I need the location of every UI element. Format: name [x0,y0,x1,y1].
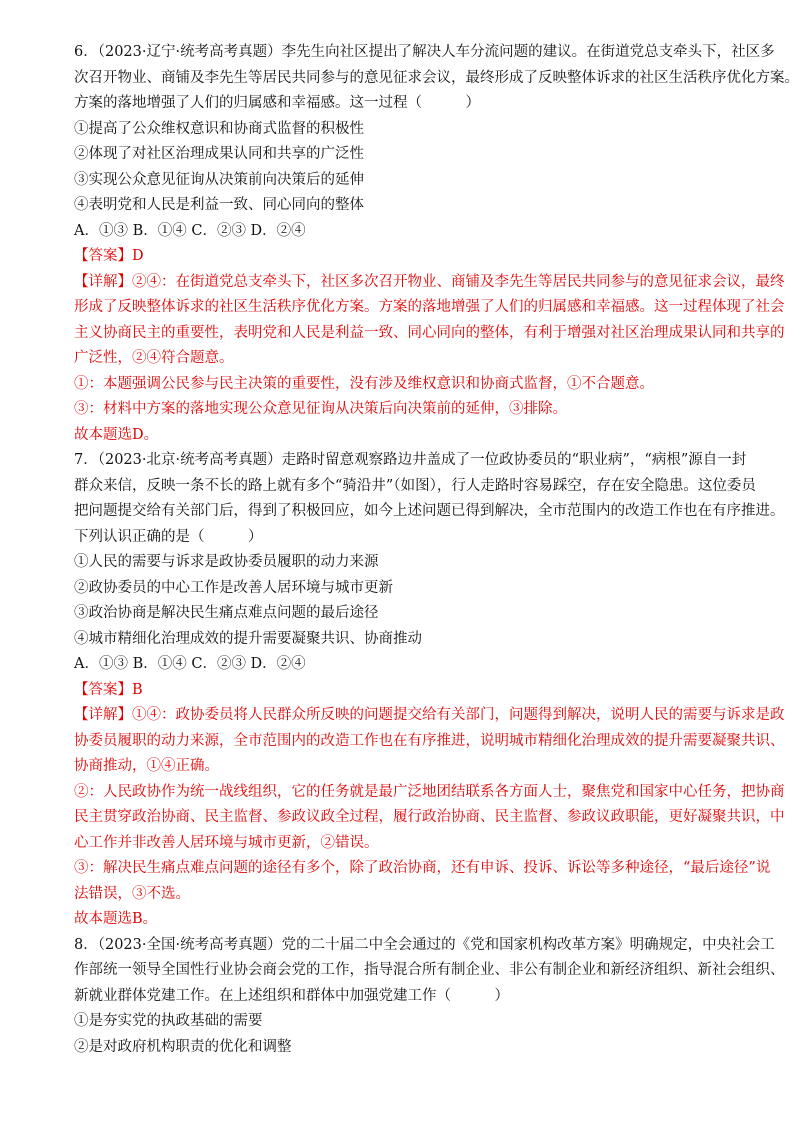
detail-line: 协商推动，①④正确。 [74,758,219,774]
detail-line: 故本题选B。 [74,911,158,927]
detail-line: 法错误，③不选。 [74,885,190,902]
detail-line: ②：人民政协作为统一战线组织，它的任务就是最广泛地团结联系各方面人士，聚焦党和国家中心任务，把协商 [74,783,785,800]
detail-line: ③：解决民生痛点难点问题的途径有多个，除了政治协商，还有申诉、投诉、诉讼等多种途径，“最后途径”说 [74,860,771,876]
detail-line: ③：材料中方案的落地实现公众意见征询从决策后向决策前的延伸，③排除。 [74,401,567,417]
question-stem-line: 作部统一领导全国性行业协会商会党的工作，指导混合所有制企业、非公有制企业和新经济组织、新社会组织、 [74,962,785,978]
option-line: ①是夯实党的执政基础的需要 [74,1013,263,1029]
option-line: ③实现公众意见征询从决策前向决策后的延伸 [74,171,364,188]
option-line: ①人民的需要与诉求是政协委员履职的动力来源 [74,554,379,570]
question-stem-line: 新就业群体党建工作。在上述组织和群体中加强党建工作（ ） [74,987,509,1004]
option-line: ②是对政府机构职责的优化和调整 [74,1038,292,1055]
detail-line: 故本题选D。 [74,426,159,443]
question-stem-line: 7．（2023·北京·统考高考真题）走路时留意观察路边井盖成了一位政协委员的“职业病”，“病根”源自一封 [74,452,747,468]
question-6 [74,40,799,448]
answer-line: 【答案】D [74,248,144,264]
question-7 [74,448,785,933]
question-stem-line: 下列认识正确的是（ ） [74,528,263,545]
detail-line: 广泛性，②④符合题意。 [74,350,234,366]
document-page [74,40,799,1060]
question-stem-line: 8．（2023·全国·统考高考真题）党的二十届二中全会通过的《党和国家机构改革方案》明确规定，中央社会工 [74,936,775,953]
choices-line: A．①③ B．①④ C．②③ D．②④ [74,222,306,239]
detail-line: 【详解】②④：在街道党总支牵头下，社区多次召开物业、商铺及李先生等居民共同参与的意见征求会议，最终 [74,273,785,290]
question-stem-line: 群众来信，反映一条不长的路上就有多个“骑沿井”（如图），行人走路时容易踩空，存在安全隐患。这位委员 [74,477,756,494]
option-line: ②体现了对社区治理成果认同和共享的广泛性 [74,146,364,162]
option-line: ①提高了公众维权意识和协商式监督的积极性 [74,120,364,137]
detail-line: 主义协商民主的重要性，表明党和人民是利益一致、同心同向的整体，有利于增强对社区治理成果认同和共享的 [74,324,785,341]
detail-line: ①：本题强调公民参与民主决策的重要性，没有涉及维权意识和协商式监督，①不合题意。 [74,375,654,392]
detail-line: 心工作并非改善人居环境与城市更新，②错误。 [74,834,379,851]
option-line: ④表明党和人民是利益一致、同心同向的整体 [74,197,364,213]
choices-line: A．①③ B．①④ C．②③ D．②④ [74,656,306,672]
detail-line: 【详解】①④：政协委员将人民群众所反映的问题提交给有关部门，问题得到解决，说明人民的需要与诉求是政 [74,707,785,723]
answer-line: 【答案】B [74,681,143,698]
option-line: ③政治协商是解决民生痛点难点问题的最后途径 [74,605,379,621]
detail-line: 形成了反映整体诉求的社区生活秩序优化方案。方案的落地增强了人们的归属感和幸福感。这一过程体现了社会 [74,299,785,315]
question-8 [74,933,785,1061]
detail-line: 协委员履职的动力来源，全市范围内的改造工作也在有序推进，说明城市精细化治理成效的提升需要凝聚共识、 [74,732,785,749]
detail-line: 民主贯穿政治协商、民主监督、参政议政全过程，履行政治协商、民主监督、参政议政职能，更好凝聚共识，中 [74,809,785,825]
option-line: ④城市精细化治理成效的提升需要凝聚共识、协商推动 [74,630,422,647]
question-stem-line: 次召开物业、商铺及李先生等居民共同参与的意见征求会议，最终形成了反映整体诉求的社区生活秩序优化方案。 [74,69,799,86]
question-stem-line: 把问题提交给有关部门后，得到了积极回应，如今上述问题已得到解决，全市范围内的改造工作也在有序推进。 [74,503,785,519]
option-line: ②政协委员的中心工作是改善人居环境与城市更新 [74,579,393,596]
question-stem-line: 方案的落地增强了人们的归属感和幸福感。这一过程（ ） [74,95,480,111]
question-stem-line: 6．（2023·辽宁·统考高考真题）李先生向社区提出了解决人车分流问题的建议。在街道党总支牵头下，社区多 [74,44,775,60]
